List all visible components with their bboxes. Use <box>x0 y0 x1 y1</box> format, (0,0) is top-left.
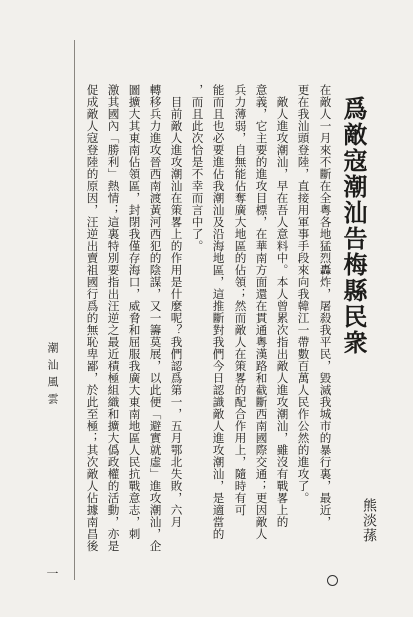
body-line: 促成敵人寇登陸的原因，汪逆出賣祖國行爲的無恥卑鄙，於此至極；其次敵人佔據南昌後 <box>85 84 100 552</box>
body-line: 敵人進攻潮汕，早在吾人意料中。本人曾累次指出敵人進攻潮汕，雖沒有戰畧上的 <box>275 96 290 528</box>
running-head: 潮汕風雲 <box>46 342 59 410</box>
body-line: 轉移兵力進攻晉西南渡黃河西犯的陰謀，又一籌莫展，以此便「避實就虛」進攻潮汕，企 <box>148 84 163 552</box>
body-line: ，而且此次恰是不幸而言中了。 <box>190 84 205 252</box>
body-line: 激其國內「勝利」熱情；這裏特別要指出汪逆之最近積極組織和擴大僞政權的活動，亦是 <box>106 84 121 552</box>
body-line: 意義，它主要的進攻目標，在華南方面還在貫通粵漢路和截斷西南國際交通；更因敵人 <box>254 84 269 540</box>
body-line: 能而且也必要進佔我潮汕及沿海地區，這推斷對我們今日認識敵人進攻潮汕，是適當的 <box>211 84 226 540</box>
body-line: 在敵人一月來不斷在全粵各地猛烈轟炸，屠殺我平民，毀滅我城市的暴行裏，最近， <box>318 84 333 528</box>
margin-rule <box>74 40 75 580</box>
page-number: 一 <box>45 567 59 579</box>
article-title: 爲敵寇潮汕告梅縣民衆 <box>339 96 368 356</box>
body-line: 兵力薄弱，自無能佔奪廣大地區的佔領；然而敵人在策畧的配合作用上，隨時有可 <box>233 84 248 516</box>
circled-character-mark <box>327 575 338 586</box>
body-line: 圖擴大其東南佔領區，封閉我僅存海口，威脅和屈服我廣大東南地區人民抗戰意志，刺 <box>127 84 142 540</box>
body-line: 更在我汕頭登陸，直接用軍事手段來向我韓江一帶數百萬人民作公然的進攻了。 <box>296 84 311 504</box>
author-name: 熊淡蓀 <box>361 498 377 543</box>
body-line: 目前敵人進攻潮汕在策畧上的作用是什麼呢？我們認爲第一，五月鄂北失敗，六月 <box>169 96 184 528</box>
